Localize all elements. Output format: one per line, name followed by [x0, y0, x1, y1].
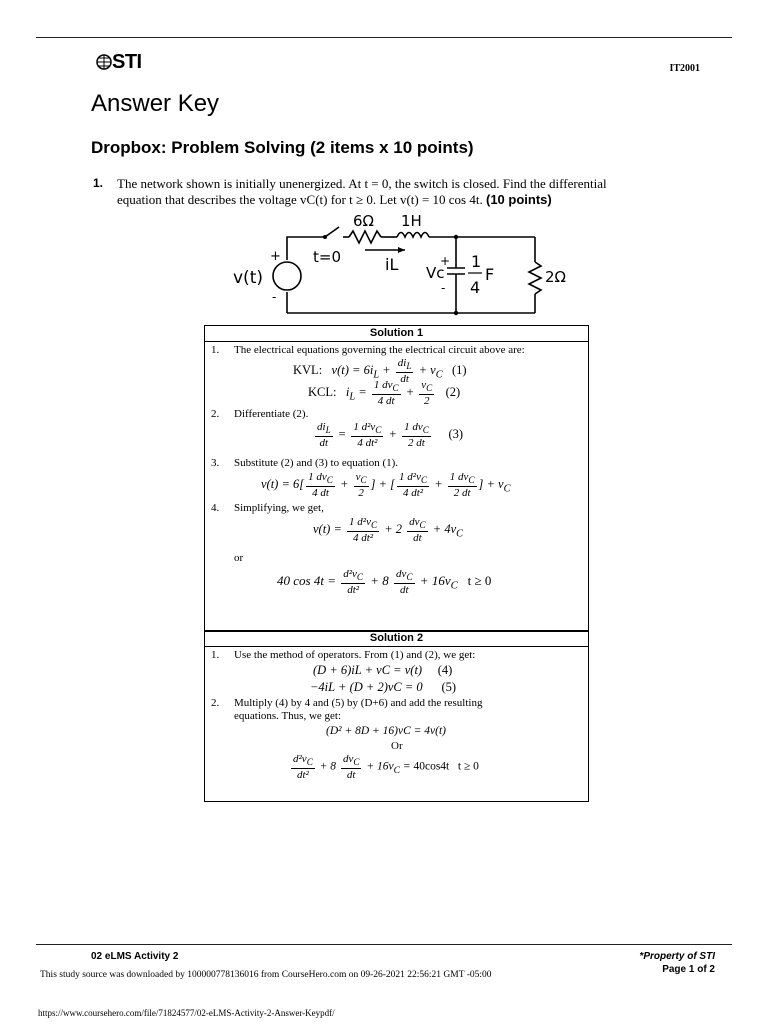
vc-minus: - [441, 281, 446, 295]
question-line-1: The network shown is initially unenergized. At t = 0, the switch is closed. Find the differential [117, 176, 607, 191]
kcl-equation: KCL: $i_L$ = $\frac{1 dv_C}{4 dt}$ + $\frac{v_C}{2}$ (2) [308, 379, 461, 408]
solution2-step2-cont: equations. Thus, we get: [234, 710, 342, 722]
source-url[interactable]: https://www.coursehero.com/file/71824577/02-eLMS-Activity-2-Answer-Keypdf/ [38, 1008, 335, 1018]
solution2-heading: Solution 2 [205, 631, 588, 647]
question-line-2: equation that describes the voltage vC(t) for t ≥ 0. Let v(t) = 10 cos 4t. [117, 192, 483, 207]
solution2-box: Solution 2 1. Use the method of operators. From (1) and (2), we get: (D + 6)iL + vC = v(t) (4) −4iL + (D + 2)vC = 0 (5) 2. Multiply (4) by 4 and (5) by (D+6) and add the resulting equations. Thus, we get: (D² + 8D + 16)vC = 4v(t) Or $\frac{d^2v_C}{\text{dt²}}$ + 8 $\frac{dv_C}{dt}$ + $16v_C = 40\cos 4t$ t ≥ 0 [204, 630, 589, 802]
logo-text: STI [112, 50, 142, 73]
question-points: (10 points) [485, 192, 552, 207]
section-title: Dropbox: Problem Solving (2 items x 10 points) [91, 138, 474, 157]
course-code: IT2001 [669, 63, 700, 74]
footer-title: 02 eLMS Activity 2 [91, 951, 179, 962]
resistor1-label: 6Ω [353, 212, 375, 230]
cap-unit: F [485, 265, 495, 284]
source-label: v(t) [233, 268, 263, 288]
equation-6: (D² + 8D + 16)vC = 4v(t) [326, 725, 446, 737]
cap-den: 4 [470, 278, 481, 297]
kvl-equation: KVL: $v(t) = 6i_L$ + $\frac{di_L}{dt}$ + $v_C$ (1) [293, 357, 467, 386]
solution1-box: Solution 1 1. The electrical equations governing the electrical circuit above are: KVL: $v(t) = 6i_L$ + $\frac{di_L}{dt}$ + $v_C$ (1) KCL: $i_L$ = $\frac{1 dv_C}{4 dt}$ + $\frac{v_C}{2}$ (2) 2. Differentiate (2). $\frac{di_L}{dt}$ = $\frac{1 d^2v_C}{\text{4 dt²}}$ + $\frac{1 dv_C}{2 dt}$ (3) 3. Substitute (2) and (3) to equation (1). v(t) = 6[ $\frac{1 dv_C}{4 dt}$ + $\frac{v_C}{2}$ ] + [ $\frac{1 d^2v_C}{\text{4 dt²}}$ + $\frac{1 dv_C}{2 dt}$ ] + $v_C$ 4. Simplifying, we get, v(t) = $\frac{1 d^2v_C}{\text{4 dt²}}$ + 2 $\frac{dv_C}{dt}$ + $4v_C$ or 40 cos 4t = $\frac{d^2v_C}{\text{dt²}}$ + 8 $\frac{dv_C}{dt}$ + $16v_C$ t ≥ 0 [204, 325, 589, 632]
solution1-or: or [234, 552, 244, 564]
equation-4: (D + 6)iL + vC = v(t) (4) [313, 663, 453, 677]
final-equation-2: $\frac{d^2v_C}{\text{dt²}}$ + 8 $\frac{dv_C}{dt}$ + $16v_C = 40\cos 4t$ t ≥ 0 [293, 753, 479, 782]
switch-label: t=0 [313, 248, 341, 266]
globe-icon [96, 53, 112, 71]
final-equation-1: 40 cos 4t = $\frac{d^2v_C}{\text{dt²}}$ + 8 $\frac{dv_C}{dt}$ + $16v_C$ t ≥ 0 [277, 568, 492, 597]
substituted-equation: v(t) = 6[ $\frac{1 dv_C}{4 dt}$ + $\frac{v_C}{2}$ ] + [ $\frac{1 d^2v_C}{\text{4 dt²}}$ + $\frac{1 dv_C}{2 dt}$ ] + $v_C$ [261, 471, 511, 500]
footer-property: *Property of STI [639, 951, 715, 962]
resistor2-label: 2Ω [545, 268, 567, 286]
sti-logo [96, 50, 142, 74]
current-label: iL [385, 255, 399, 274]
vc-label: Vc [426, 264, 445, 282]
source-minus: - [272, 290, 277, 304]
question-number: 1. [93, 176, 104, 190]
page-title: Answer Key [91, 90, 220, 117]
simplified-equation: v(t) = $\frac{1 d^2v_C}{\text{4 dt²}}$ + 2 $\frac{dv_C}{dt}$ + $4v_C$ [313, 516, 464, 545]
question-text [117, 176, 677, 208]
footer-rule [36, 944, 732, 945]
footer-page: Page 1 of 2 [662, 964, 715, 975]
header-rule [36, 37, 732, 38]
circuit-diagram [225, 210, 585, 320]
vc-plus: + [440, 254, 451, 268]
solution1-heading: Solution 1 [205, 326, 588, 342]
differentiated-equation: $\frac{di_L}{dt}$ = $\frac{1 d^2v_C}{\text{4 dt²}}$ + $\frac{1 dv_C}{2 dt}$ (3) [317, 421, 464, 450]
source-plus: + [270, 249, 281, 264]
equation-5: −4iL + (D + 2)vC = 0 (5) [310, 680, 457, 694]
cap-num: 1 [471, 252, 482, 271]
download-notice: This study source was downloaded by 100000778136016 from CourseHero.com on 09-26-2021 22:56:21 GMT -05:00 [40, 970, 492, 980]
solution2-or: Or [391, 740, 403, 752]
inductor-label: 1H [401, 212, 422, 230]
